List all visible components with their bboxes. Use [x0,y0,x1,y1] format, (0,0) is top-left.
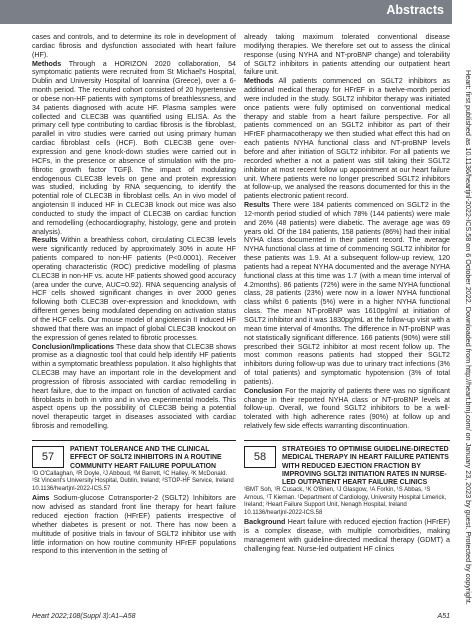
aims-text: Sodium-glucose Cotransporter-2 (SGLT2) Inhibitors are now advised as standard front line therapy for heart failure reduced ejection fraction (HFrEF) patients irrespective of whether diabetes is present or not. There has now been a multitude of positive trials in favour of SGLT2 inhibitor use with little information on how routine community HFrEF populations respond to this intervention in the setting of [32,494,236,556]
section-title: Abstracts [386,3,444,17]
copyright-note: Heart: first published as 10.1136/heartjnl-2022-ICS.58 on 6 October 2022. Downloaded from http://heart.bmj.com/ on January 23, 2023 by guest. Protected by copyright. [464,70,473,605]
results-label: Results [244,201,270,210]
abstract-57-header [32,440,236,471]
left-column [32,33,236,556]
conclusion-paragraph [32,343,236,431]
background-paragraph [244,518,450,553]
methods-paragraph [244,77,450,201]
abstract-authors: ¹D O'Callaghan, ²R Doyle, ²J Abboud, ³M Barrett, ²C Halley, ²K McDonald. ¹St Vincent's University Hospital, Dublin, Ireland; ²STOP-HF Service, Ireland [32,470,234,485]
conclusion-text: For the majority of patients there was no significant change in their reported NYHA class or NT-proBNP levels at follow-up. Overall, we found SGLT2 inhibitors to be a well-tolerated with high adherence rates (90%) at follow up and relatively few side effects warranting discontinuation. [244,386,450,431]
background-label: Background [244,518,286,527]
journal-citation: Heart 2022;108(Suppl 3):A1–A58 [32,613,136,620]
page-number: A51 [437,613,450,620]
conclusion-text: These data show that CLEC3B shows promise as a diagnostic tool that could help identify HF patients within a symptomatic breathless population. It also highlights that CLEC3B may have an important role in the development and progression of fibrosis associated with cardiac remodelling in heart failure, due to the impact on function of activated cardiac fibroblasts in both in vitro and in vivo experimental models. This aspect opens up the possibility of CLEC3B being a potential novel therapeutic target in diseases associated with cardiac fibrosis and remodelling. [32,342,236,431]
abstract-doi[interactable]: 10.1136/heartjnl-2022-ICS.58 [244,510,323,517]
aims-label: Aims [32,494,50,503]
results-paragraph [32,236,236,342]
abstract-title: STRATEGIES TO OPTIMISE GUIDELINE-DIRECTED MEDICAL THERAPY IN HEART FAILURE PATIENTS WITH REDUCED EJECTION FRACTION BY IMPROVING SGLT2I INITIATION RATES IN NURSE-LED OUTPATIENT HEART FAILURE CLINICS [282,445,449,487]
methods-paragraph [32,60,236,237]
methods-label: Methods [32,59,62,68]
methods-text: Through a HORIZON 2020 collaboration, 54 symptomatic patients were recruited from St Michael's Hospital, Dublin and University Hospital of Ioannina (Greece), over a 6-month period. The recruited cohort consisted of 20 hypertensive or obese non-HF patients with symptoms of breathlessness, and 34 patients diagnosed with acute HF. Plasma samples were collected and CLEC3B was quantified using ELISA. As the primary cell type contributing to cardiac fibrosis is the fibroblast, parallel in vitro studies were carried out using primary human cardiac fibroblast cells (HCF). Both CLEC3B gene over-expression and gene knock-down studies were carried out in HCFs, in the presence or absence of stimulation with the pro-fibrotic growth factor TGFβ. The impact of modulating endogenous CLEC3B levels on gene and protein expression was studied, including by RNA sequencing, to identify the potential role of CLEC3B in fibroblast cells. An in vivo model of angiotensin II induced HF in CLEC3B knock out mice was also conducted to study the impact of CLEC3B on cardiac function and remodelling (echocardiography, histology, gene and protein analysis). [32,59,236,236]
results-label: Results [32,236,58,245]
conclusion-paragraph [244,387,450,431]
background-text: Heart failure with reduced ejection fraction (HFrEF) is a complex disease, with multiple comorbidities, making management with guideline-directed medical therapy (GDMT) a challenging feat. Nurse-led outpatient HF clinics [244,518,450,553]
intro-paragraph: already taking maximum tolerated conventional disease modifying therapies. We therefore set out to assess the clinical response (using NYHA and NT-proBNP change) and tolerability of SGLT2 inhibitors in patients attending our outpatient heart failure unit. [244,33,450,77]
intro-paragraph: cases and controls, and to determine its role in development of cardiac fibrosis and dysfunction associated with heart failure (HF). [32,33,236,59]
results-text: There were 184 patients commenced on SGLT2 in the 12-month period studied of which 78% (144 patients) were male and 26% (48 patients) were diabetic. The average age was 69 years old. Of the 184 patients, 158 patients (86%) had their initial NYHA class documented in their patient record. The average NYHA functional class at time of commencing SGLT2 inhibitor for these patients was 1.9. At a subsequent follow-up review, 120 patients had a repeat NYHA documented and the average NYHA functional class at this time was 1.7 (with a mean time interval of 4.2months). 86 patients (72%) were in the same NYHA functional class, 28 patients (23%) were now in a lower NYHA functional class whilst 6 patients (5%) were in a higher NYHA functional class. The mean NT-proBNP was 1610pg/ml at initiation of SGLT2 inhibitor and it was 1830pg/mL at the follow-up visit with a mean time interval of 4months. The difference in NT-proBNP was not statistically significant difference. 166 patients (90%) were still prescribed their SGLT2 inhibitor at most recent follow up. The most common reasons patients had stopped their SGLT2 inhibitors during follow-up was due to urinary tract infections (3% of total patients) and symptomatic hypotension (3% of total patients). [244,201,450,386]
results-paragraph [244,201,450,387]
abstract-title: PATIENT TOLERANCE AND THE CLINICAL EFFECT OF SGLT2 INHIBITORS IN A ROUTINE COMMUNITY HEART FAILURE POPULATION [70,445,222,470]
side-margin-note [461,70,473,610]
section-header-bar [0,0,452,24]
conclusion-label: Conclusion/Implications [32,342,114,351]
aims-paragraph [32,494,236,556]
methods-label: Methods [244,77,274,86]
results-text: Within a breathless cohort, circulating CLEC3B levels were significantly reduced by approximately 30% in acute HF patients compared to non-HF patients (P<0.0001). Receiver operating characteristic (ROC) predictive modelling of plasma CLEC3B in non-HF vs. acute HF patients showed good accuracy (area under the curve, AUC=0.92). RNA sequencing analysis of HCF cells showed significant changes in over 2000 genes following both CLEC3B over-expression and knockdown, with different genes being modulated depending on activation status of the HCF cells. Our mouse model of angiotensin II induced HF showed that there was an impact of global CLEC3B knockout on the expression of genes related to fibrotic processes. [32,236,236,342]
conclusion-label: Conclusion [244,386,283,395]
abstract-58-header [244,440,450,487]
abstract-authors: ¹BMT Soh, ¹R Cusack, ¹K O'Brien, ¹J Glasgow, ¹A Forkin, ¹S Abbas, ¹S Arnous, ¹T Kiernan. ¹Department of Cardiology, University Hospital Limerick, Ireland; ²Heart Failure Support Unit, Nenagh Hospital, Ireland [244,487,447,509]
abstract-number: 58 [244,446,276,468]
right-column [244,33,450,554]
abstract-doi[interactable]: 10.1136/heartjnl-2022-ICS.57 [32,486,111,493]
methods-text: All patients commenced on SGLT2 inhibitors as additional medical therapy for HFrEF in a twelve-month period were included in the study. SGLT2 inhibitor therapy was initiated once patients were fully optimised on conventional medical therapy and stable from a heart failure perspective. For all patients commenced on an SGLT2 inhibitor as part of their HFrEF pharmacotherapy we then studied what effect this had on each patients NYHA functional class and NT-proBNP levels before and after initiation of SGLT2 inhibitor. For all patients we recorded whether a not a patient was still taking their SGLT2 inhibitor at most recent follow up appointment at our heart failure unit. Where patients were no longer prescribed SGLT2 inhibitors at follow-up, we analysed the reasons documented for this in the patients electronic patient record. [244,77,450,201]
abstract-number: 57 [32,446,64,468]
